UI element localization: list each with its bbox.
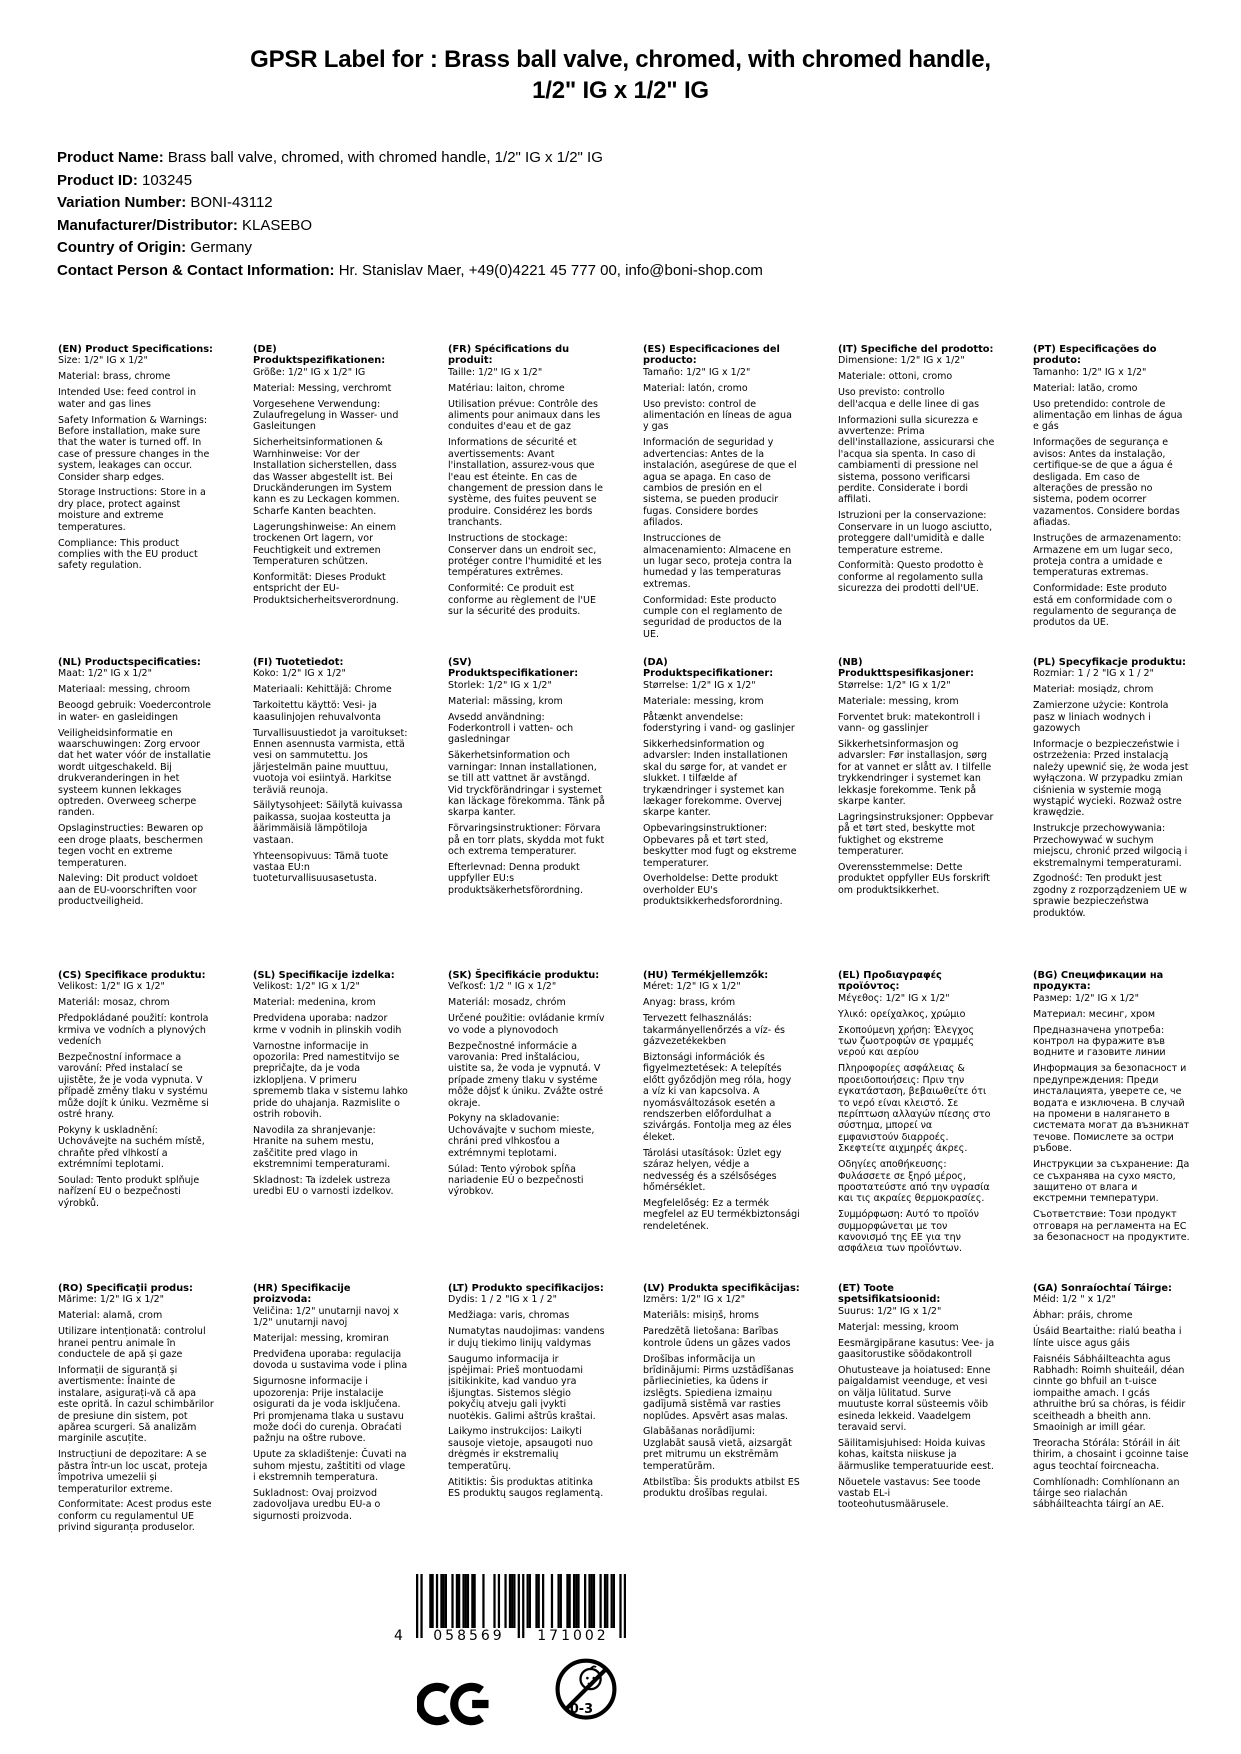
section-paragraph: Predviđena uporaba: regulacija dovoda u sustavima vode i plina (253, 1349, 408, 1372)
section-paragraph: Informações de segurança e avisos: Antes da instalação, certifique-se de que a água é desligada. Em caso de alterações de pressão no sistema, podem ocorrer vazamentos. Considere bordas afiadas. (1033, 437, 1180, 529)
lang-section-da (643, 657, 808, 970)
section-paragraph: Avsedd användning: Foderkontroll i vatten- och gasledningar (448, 711, 574, 746)
section-heading: (FI) Tuotetiedot: (253, 657, 344, 668)
lang-section-en (58, 344, 223, 657)
section-paragraph: Sigurnosne informacije i upozorenja: Prije instalacije osigurati da je voda isključena. Pri promjenama tlaka u sustavu može doći do curenja. Obraćati pažnju na oštre rubove. (253, 1376, 404, 1445)
section-paragraph: Instructions de stockage: Conserver dans un endroit sec, protéger contre l'humidité et les températures extrêmes. (448, 533, 602, 579)
product-info-label: Country of Origin: (57, 239, 191, 256)
section-paragraph: Uso pretendido: controle de alimentação em linhas de água e gás (1033, 398, 1183, 433)
section-paragraph: Konformität: Dieses Produkt entspricht der EU-Produktsicherheitsverordnung. (253, 571, 399, 606)
section-paragraph: Información de seguridad y advertencias: Antes de la instalación, asegúrese de que el agua se apaga. En caso de cambios de presión en el sistema, se pueden producir fugas. Considere bordes afilados. (643, 437, 797, 529)
section-paragraph: Lagringsinstruksjoner: Oppbevar på et tørt sted, beskytte mot fuktighet og ekstreme temperaturer. (838, 811, 994, 858)
section-paragraph: Conformitate: Acest produs este conform cu regulamentul UE privind siguranța produselor. (58, 1499, 212, 1534)
lang-section-sk (448, 970, 613, 1283)
section-paragraph: Tárolási utasítások: Üzlet egy száraz helyen, védje a nedvesség és a szélsőséges hőmérséklet. (643, 1147, 782, 1193)
barcode-digits (392, 1628, 644, 1646)
product-info-row (57, 147, 763, 170)
section-paragraph: Velikost: 1/2" IG x 1/2" (58, 981, 165, 993)
section-paragraph: Yhteensopivuus: Tämä tuote vastaa EU:n tuoteturvallisuusasetusta. (253, 850, 389, 885)
section-paragraph: Materiál: mosadz, chróm (448, 997, 566, 1009)
product-info-row (57, 170, 763, 193)
section-paragraph: Informazioni sulla sicurezza e avvertenze: Prima dell'installazione, assicurarsi che l'acqua sia spenta. In caso di cambiamenti di pressione nel sistema, possono verificarsi perdite. Considerate i bordi affilati. (838, 414, 995, 506)
age-warning-glyph (553, 1652, 619, 1728)
section-paragraph: Overensstemmelse: Dette produktet oppfyller EUs forskrift om produktsikkerhet. (838, 862, 991, 896)
ean-barcode (392, 1574, 644, 1662)
section-paragraph: Instruções de armazenamento: Armazene em um lugar seco, proteja contra a umidade e temperaturas extremas. (1033, 533, 1182, 579)
section-paragraph: Méret: 1/2" IG x 1/2" (643, 981, 741, 993)
section-paragraph: Overholdelse: Dette produkt overholder EU's produktsikkerhedsforordning. (643, 873, 783, 908)
section-heading: (IT) Specifiche del prodotto: (838, 344, 994, 355)
section-paragraph: Tamaño: 1/2" IG x 1/2" (643, 366, 751, 378)
product-info-value: Germany (190, 239, 253, 256)
section-heading: (EN) Product Specifications: (58, 344, 213, 355)
section-paragraph: Materiál: mosaz, chrom (58, 997, 170, 1009)
lang-section-hu (643, 970, 808, 1283)
section-paragraph: Предназначена употреба: контрол на фуражите във водните и газовите линии (1033, 1024, 1166, 1059)
product-info-row (57, 215, 763, 238)
section-paragraph: Faisnéis Sábháilteachta agus Rabhadh: Roimh shuiteáil, déan cinnte go bhfuil an t-uisce iompaithe amach. I gcás athruithe brú sa chóras, is féidir sceitheadh a bheith ann. Smaoinigh ar imill géar. (1033, 1353, 1186, 1433)
section-heading: (LV) Produkta specifikācijas: (643, 1283, 800, 1294)
lang-section-fr (448, 344, 613, 657)
section-paragraph: Materjal: messing, kroom (838, 1321, 959, 1333)
section-paragraph: Velikost: 1/2" IG x 1/2" (253, 981, 360, 993)
section-paragraph: Material: latón, cromo (643, 382, 748, 394)
section-paragraph: Materiale: messing, krom (838, 695, 959, 707)
lang-section-el (838, 970, 1003, 1283)
section-paragraph: Conformità: Questo prodotto è conforme al regolamento sulla sicurezza dei prodotti dell'UE. (838, 560, 984, 595)
section-paragraph: Utilisation prévue: Contrôle des aliments pour animaux dans les conduites d'eau et de gaz (448, 398, 601, 433)
section-paragraph: Intended Use: feed control in water and gas lines (58, 387, 197, 410)
product-info-value: Hr. Stanislav Maer, +49(0)4221 45 777 00, info@boni-shop.com (338, 261, 763, 279)
section-paragraph: Saugumo informacija ir įspėjimai: Prieš montuodami įsitikinkite, kad vanduo yra išjungtas. Sistemos slėgio pokyčių atveju gali įvykti nuotėkis. Galimi aštrūs kraštai. (448, 1353, 596, 1422)
product-info-value: KLASEBO (242, 216, 313, 234)
section-paragraph: Atbilstība: Šis produkts atbilst ES produktu drošības regulai. (643, 1476, 800, 1499)
section-paragraph: Dimensione: 1/2" IG x 1/2" (838, 355, 965, 367)
section-heading: (DA) Produktspecifikationer: (643, 657, 774, 680)
lang-section-et (838, 1283, 1003, 1596)
section-heading: (NB) Produkttspesifikasjoner: (838, 657, 974, 680)
lang-section-ga (1033, 1283, 1198, 1596)
section-paragraph: Säilitamisjuhised: Hoida kuivas kohas, kaitsta niiskuse ja äärmuslike temperatuuride eest. (838, 1437, 994, 1472)
lang-section-de (253, 344, 418, 657)
section-paragraph: Safety Information & Warnings: Before installation, make sure that the water is turned off. In case of pressure changes in the system, leakages can occur. Consider sharp edges. (58, 414, 210, 483)
section-paragraph: Veľkosť: 1/2 " IG x 1/2" (448, 981, 557, 993)
section-paragraph: Forventet bruk: matekontroll i vann- og gasslinjer (838, 711, 981, 735)
section-paragraph: Mărime: 1/2" IG x 1/2" (58, 1294, 165, 1306)
section-paragraph: Υλικό: ορείχαλκος, χρώμιο (838, 1008, 966, 1020)
section-paragraph: Storage Instructions: Store in a dry place, protect against moisture and extreme temperatures. (58, 487, 206, 533)
section-paragraph: Material: brass, chrome (58, 371, 171, 383)
section-heading: (RO) Specificații produs: (58, 1283, 193, 1294)
product-info-label: Product Name: (57, 149, 168, 166)
section-paragraph: Bezpečnostní informace a varování: Před instalací se ujistěte, že je voda vypnuta. V případě změny tlaku v systému může dojít k úniku. Vezměme si ostré hrany. (58, 1051, 209, 1120)
section-paragraph: Säilytysohjeet: Säilytä kuivassa paikassa, suojaa kosteutta ja äärimmäisiä lämpötiloja vastaan. (253, 800, 403, 846)
section-paragraph: Материал: месинг, хром (1033, 1008, 1155, 1020)
page-title-line1: GPSR Label for : Brass ball valve, chromed, with chromed handle, (250, 46, 991, 73)
ce-mark-icon (417, 1676, 493, 1732)
section-paragraph: Material: medenina, krom (253, 997, 376, 1009)
section-paragraph: Инструкции за съхранение: Да се съхранява на сухо място, защитено от влага и екстремни температури. (1033, 1159, 1190, 1205)
section-paragraph: Úsáid Beartaithe: rialú beatha i línte uisce agus gáis (1033, 1326, 1182, 1349)
section-paragraph: Naleving: Dit product voldoet aan de EU-voorschriften voor productveiligheid. (58, 873, 198, 908)
section-paragraph: Bezpečnostné informácie a varovania: Pred inštaláciou, uistite sa, že voda je vypnutá. V prípade zmeny tlaku v systéme môže dôjsť k úniku. Zvážte ostré okraje. (448, 1040, 604, 1109)
barcode-left-digits: 058569 (433, 1628, 505, 1644)
barcode-lead-digit: 4 (394, 1628, 403, 1644)
ce-mark-glyph (417, 1676, 493, 1732)
page-title-line2: 1/2" IG x 1/2" IG (532, 77, 709, 104)
product-info-row (57, 192, 763, 215)
section-heading: (ES) Especificaciones del producto: (643, 344, 780, 367)
section-paragraph: Opslaginstructies: Bewaren op een droge plaats, beschermen tegen vocht en extreme temperaturen. (58, 823, 204, 869)
section-paragraph: Sukladnost: Ovaj proizvod zadovoljava uredbu EU-a o sigurnosti proizvoda. (253, 1488, 381, 1522)
section-paragraph: Συμμόρφωση: Αυτό το προϊόν συμμορφώνεται με τον κανονισμό της ΕΕ για την ασφάλεια των προϊόντων. (838, 1209, 979, 1255)
lang-section-nl (58, 657, 223, 970)
section-paragraph: Méid: 1/2 " x 1/2" (1033, 1294, 1116, 1306)
section-paragraph: Vorgesehene Verwendung: Zulaufregelung in Wasser- und Gasleitungen (253, 398, 399, 433)
section-paragraph: Uso previsto: control de alimentación en líneas de agua y gas (643, 398, 792, 433)
lang-section-sv (448, 657, 613, 970)
lang-section-lt (448, 1283, 613, 1596)
section-paragraph: Utilizare intenționată: controlul hranei pentru animale în conductele de apă și gaze (58, 1326, 206, 1361)
section-paragraph: Informacje o bezpieczeństwie i ostrzeżenia: Przed instalacją należy upewnić się, że woda jest wyłączona. W przypadku zmian ciśnienia w systemie mogą wystąpić wycieki. Rozważ ostre krawędzie. (1033, 738, 1189, 819)
section-paragraph: Förvaringsinstruktioner: Förvara på en torr plats, skydda mot fukt och extrema temperaturer. (448, 823, 605, 858)
section-paragraph: Predvidena uporaba: nadzor krme v vodnih in plinskih vodih (253, 1013, 402, 1036)
section-paragraph: Tamanho: 1/2" IG x 1/2" (1033, 366, 1147, 378)
product-info-row (57, 237, 763, 260)
section-paragraph: Lagerungshinweise: An einem trockenen Ort lagern, vor Feuchtigkeit und extremen Temperaturen schützen. (253, 521, 397, 567)
lang-section-es (643, 344, 808, 657)
lang-section-pt (1033, 344, 1198, 657)
section-paragraph: Storlek: 1/2" IG x 1/2" (448, 679, 552, 691)
section-heading: (SL) Specifikacije izdelka: (253, 970, 395, 981)
section-paragraph: Navodila za shranjevanje: Hranite na suhem mestu, zaščitite pred vlago in ekstremnimi temperaturami. (253, 1124, 391, 1171)
section-paragraph: Uso previsto: controllo dell'acqua e delle linee di gas (838, 387, 980, 410)
section-heading: (FR) Spécifications du produit: (448, 344, 570, 367)
section-paragraph: Informații de siguranță și avertismente: Înainte de instalare, asigurați-vă că apa este oprită. În cazul schimbărilor de presiune din sistem, pot apărea scurgeri. Să analizăm marginile ascuțite. (58, 1364, 214, 1445)
section-paragraph: Compliance: This product complies with the EU product safety regulation. (58, 537, 198, 572)
section-paragraph: Pokyny k uskladnění: Uchovávejte na suchém místě, chraňte před vlhkostí a extrémními teplotami. (58, 1124, 205, 1171)
section-paragraph: Material: Messing, verchromt (253, 382, 392, 394)
section-paragraph: Varnostne informacije in opozorila: Pred namestitvijo se prepričajte, da je voda izklopljena. V primeru sprememb tlaka v sistemu lahko pride do uhajanja. Razmislite o ostrih robovih. (253, 1040, 408, 1120)
section-paragraph: Turvallisuustiedot ja varoitukset: Ennen asennusta varmista, että vesi on sammutettu. Jos järjestelmän paine muuttuu, vuotoja voi esiintyä. Harkitse teräviä reunoja. (253, 727, 408, 796)
section-paragraph: Atitiktis: Šis produktas atitinka ES produktų saugos reglamentą. (448, 1476, 604, 1499)
age-warning-0-3-icon (553, 1652, 619, 1728)
lang-section-hr (253, 1283, 418, 1596)
section-paragraph: Rozmiar: 1 / 2 "IG x 1 / 2" (1033, 668, 1154, 680)
section-heading: (GA) Sonraíochtaí Táirge: (1033, 1283, 1172, 1294)
section-paragraph: Materiale: messing, krom (643, 695, 764, 707)
section-heading: (DE) Produktspezifikationen: (253, 344, 386, 367)
section-paragraph: Veličina: 1/2" unutarnji navoj x 1/2" unutarnji navoj (253, 1305, 399, 1329)
section-paragraph: Veiligheidsinformatie en waarschuwingen: Zorg ervoor dat het water vóór de installatie wordt uitgeschakeld. Bij drukveranderingen in het systeem kunnen lekkages optreden. Overweeg scherpe randen. (58, 727, 211, 819)
section-heading: (LT) Produkto specifikacijos: (448, 1283, 604, 1294)
section-paragraph: Izmērs: 1/2" IG x 1/2" (643, 1294, 746, 1306)
section-heading: (PT) Especificações do produto: (1033, 344, 1157, 367)
section-paragraph: Materiaal: messing, chroom (58, 684, 191, 696)
section-paragraph: Πληροφορίες ασφάλειας & προειδοποιήσεις: Πριν την εγκατάσταση, βεβαιωθείτε ότι το νερό είναι κλειστό. Σε περίπτωση αλλαγών πίεσης στο σύστημα, μπορεί να εμφανιστούν διαρροές. Σκεφτείτε αιχμηρές άκρες. (838, 1063, 991, 1155)
product-info-value: 103245 (142, 171, 193, 189)
section-paragraph: Påtænkt anvendelse: foderstyring i vand- og gaslinjer (643, 711, 795, 735)
lang-section-bg (1033, 970, 1198, 1283)
section-paragraph: Materijal: messing, kromiran (253, 1333, 389, 1345)
page-title (0, 44, 1241, 106)
section-paragraph: Sikkerhetsinformasjon og advarsler: Før installasjon, sørg for at vannet er slått av. I tilfelle trykkendringer i systemet kan lekkasje forekomme. Tenk på skarpe kanter. (838, 738, 992, 807)
section-paragraph: Předpokládané použití: kontrola krmiva ve vodních a plynových vedeních (58, 1013, 209, 1048)
section-paragraph: Conformidade: Este produto está em conformidade com o regulamento de segurança de produtos da UE. (1033, 583, 1177, 629)
section-paragraph: Paredzētā lietošana: Barības kontrole ūdens un gāzes vados (643, 1326, 791, 1349)
section-paragraph: Soulad: Tento produkt splňuje nařízení EU o bezpečnosti výrobků. (58, 1175, 200, 1209)
lang-section-lv (643, 1283, 808, 1596)
section-paragraph: Comhlíonadh: Comhlíonann an táirge seo rialachán sábháilteachta táirgí an AE. (1033, 1476, 1180, 1511)
lang-section-ro (58, 1283, 223, 1596)
section-paragraph: Istruzioni per la conservazione: Conservare in un luogo asciutto, proteggere dall'umidità e dalle temperature estreme. (838, 510, 993, 556)
section-paragraph: Súlad: Tento výrobok spĺňa nariadenie EÚ o bezpečnosti výrobkov. (448, 1163, 584, 1198)
section-paragraph: Drošības informācija un brīdinājumi: Pirms uzstādīšanas pārliecinieties, ka ūdens ir izslēgts. Spiediena izmaiņu gadījumā sistēmā var rasties noplūdes. Apsvērt asas malas. (643, 1353, 794, 1422)
section-paragraph: Nõuetele vastavus: See toode vastab EL-i tooteohutusmäärusele. (838, 1476, 981, 1511)
section-paragraph: Matériau: laiton, chrome (448, 382, 565, 394)
section-paragraph: Upute za skladištenje: Čuvati na suhom mjestu, zaštititi od vlage i ekstremnih temperatura. (253, 1449, 407, 1484)
section-paragraph: Σκοπούμενη χρήση: Έλεγχος των ζωοτροφών σε γραμμές νερού και αερίου (838, 1024, 975, 1059)
section-paragraph: Biztonsági információk és figyelmeztetések: A telepítés előtt győződjön meg róla, hogy a víz ki van kapcsolva. A nyomásváltozások esetén a rendszerben előfordulhat a szivárgás. Fontolja meg az éles éleket. (643, 1051, 792, 1143)
section-paragraph: Ohutusteave ja hoiatused: Enne paigaldamist veenduge, et vesi on välja lülitatud. Surve muutuste korral süsteemis võib esineda lekkeid. Vaadelgem teravaid servi. (838, 1364, 991, 1433)
section-paragraph: Opbevaringsinstruktioner: Opbevares på et tørt sted, beskytter mod fugt og ekstreme temperaturer. (643, 823, 797, 869)
section-paragraph: Megfelelőség: Ez a termék megfelel az EU termékbiztonsági rendeletének. (643, 1197, 800, 1232)
product-info-row (57, 260, 763, 283)
section-paragraph: Anyag: brass, króm (643, 997, 736, 1009)
section-paragraph: Tarkoitettu käyttö: Vesi- ja kaasulinjojen rehuvalvonta (253, 700, 381, 723)
lang-section-it (838, 344, 1003, 657)
lang-section-pl (1033, 657, 1198, 970)
section-paragraph: Μέγεθος: 1/2" IG x 1/2" (838, 992, 950, 1004)
section-paragraph: Informations de sécurité et avertissements: Avant l'installation, assurez-vous que l'eau est éteinte. En cas de changement de pression dans le système, des fuites peuvent se produire. Considérez les bords tranchants. (448, 437, 604, 529)
barcode-right-digits: 171002 (537, 1628, 609, 1644)
section-paragraph: Zamierzone użycie: Kontrola pasz w liniach wodnych i gazowych (1033, 700, 1169, 735)
section-paragraph: Suurus: 1/2" IG x 1/2" (838, 1305, 942, 1317)
section-heading: (SK) Špecifikácie produktu: (448, 970, 600, 981)
section-paragraph: Instrukcje przechowywania: Przechowywać w suchym miejscu, chronić przed wilgocią i ekstremalnymi temperaturami. (1033, 823, 1188, 869)
age-range-label: 0-3 (569, 1701, 594, 1717)
section-paragraph: Taille: 1/2" IG x 1/2" (448, 366, 543, 378)
section-paragraph: Material: latão, cromo (1033, 382, 1138, 394)
lang-section-nb (838, 657, 1003, 970)
section-paragraph: Dydis: 1 / 2 "IG x 1 / 2" (448, 1294, 558, 1306)
section-paragraph: Materiaali: Kehittäjä: Chrome (253, 684, 392, 696)
section-paragraph: Medžiaga: varis, chromas (448, 1310, 570, 1322)
section-paragraph: Pokyny na skladovanie: Uchovávajte v suchom mieste, chráni pred vlhkosťou a extrémnymi teplotami. (448, 1113, 595, 1159)
section-heading: (SV) Produktspecifikationer: (448, 657, 579, 680)
section-paragraph: Glabāšanas norādījumi: Uzglabāt sausā vietā, aizsargāt pret mitrumu un ekstrēmām temperatūrām. (643, 1426, 792, 1472)
section-paragraph: Eesmärgipärane kasutus: Vee- ja gaasitorustike söödakontroll (838, 1337, 995, 1361)
product-info-value: Brass ball valve, chromed, with chromed handle, 1/2" IG x 1/2" IG (167, 149, 603, 166)
section-paragraph: Ábhar: práis, chrome (1033, 1310, 1133, 1322)
section-paragraph: Maat: 1/2" IG x 1/2" (58, 668, 152, 680)
section-heading: (ET) Toote spetsifikatsioonid: (838, 1283, 941, 1306)
product-info-value: BONI-43112 (190, 194, 273, 211)
section-paragraph: Οδηγίες αποθήκευσης: Φυλάσσετε σε ξηρό μέρος, προστατεύστε από την υγρασία και τις ακραίες θερμοκρασίες. (838, 1159, 990, 1205)
section-paragraph: Sicherheitsinformationen & Warnhinweise: Vor der Installation sicherstellen, dass das Wasser abgestellt ist. Bei Druckänderungen im System kann es zu Leckagen kommen. Scharfe Kanten beachten. (253, 437, 400, 517)
section-paragraph: Instrucciones de almacenamiento: Almacene en un lugar seco, proteja contra la humedad y las temperaturas extremas. (643, 533, 792, 590)
section-paragraph: Materiał: mosiądz, chrom (1033, 684, 1154, 696)
section-paragraph: Numatytas naudojimas: vandens ir dujų tiekimo linijų valdymas (448, 1326, 605, 1349)
lang-section-sl (253, 970, 418, 1283)
language-sections-grid (58, 344, 1198, 1596)
section-paragraph: Информация за безопасност и предупреждения: Преди инсталацията, уверете се, че водата е изключена. В случай на промени в налягането в системата могат да възникнат течове. Помислете за остри ръбове. (1033, 1063, 1190, 1155)
product-info-label: Variation Number: (57, 194, 191, 211)
section-paragraph: Tervezett felhasználás: takarmányellenőrzés a víz- és gázvezetékekben (643, 1013, 785, 1048)
section-paragraph: Zgodność: Ten produkt jest zgodny z rozporządzeniem UE w sprawie bezpieczeństwa produktów. (1033, 873, 1187, 919)
section-paragraph: Størrelse: 1/2" IG x 1/2" (838, 679, 951, 691)
section-paragraph: Laikymo instrukcijos: Laikyti sausoje vietoje, apsaugoti nuo drėgmės ir ekstremalių temperatūrų. (448, 1426, 593, 1472)
section-heading: (PL) Specyfikacje produktu: (1033, 657, 1186, 668)
product-info-label: Contact Person & Contact Information: (57, 261, 339, 279)
section-paragraph: Material: alamă, crom (58, 1310, 163, 1322)
section-heading: (EL) Προδιαγραφές προϊόντος: (838, 970, 942, 993)
section-paragraph: Sikkerhedsinformation og advarsler: Inden installationen skal du sørge for, at vandet er slukket. I tilfælde af trykændringer i systemet kan lækager forekomme. Overvej skarpe kanter. (643, 738, 788, 819)
section-paragraph: Instrucțiuni de depozitare: A se păstra într-un loc uscat, proteja împotriva umezelii și temperaturilor extreme. (58, 1449, 208, 1495)
section-paragraph: Съответствие: Този продукт отговаря на регламента на ЕС за безопасност на продуктите. (1033, 1209, 1190, 1244)
product-info-block (57, 147, 763, 282)
lang-section-cs (58, 970, 223, 1283)
section-paragraph: Säkerhetsinformation och varningar: Innan installationen, se till att vattnet är avstängd. Vid tryckförändringar i systemet kan läckage förekomma. Tänk på skarpa kanter. (448, 750, 605, 819)
product-info-label: Product ID: (57, 171, 142, 189)
section-paragraph: Materiāls: misiņš, hroms (643, 1310, 759, 1322)
section-heading: (HR) Specifikacije proizvoda: (253, 1283, 351, 1306)
section-paragraph: Treoracha Stórála: Stóráil in áit thirim, a chosaint i gcoinne taise agus teochtaí foircneacha. (1033, 1437, 1189, 1472)
section-paragraph: Conformité: Ce produit est conforme au règlement de l'UE sur la sécurité des produits. (448, 583, 596, 618)
section-paragraph: Размер: 1/2" IG x 1/2" (1033, 992, 1140, 1004)
section-paragraph: Koko: 1/2" IG x 1/2" (253, 668, 346, 680)
section-paragraph: Größe: 1/2" IG x 1/2" IG (253, 366, 366, 378)
section-heading: (BG) Спецификации на продукта: (1033, 970, 1164, 993)
section-heading: (CS) Specifikace produktu: (58, 970, 206, 981)
section-heading: (HU) Termékjellemzők: (643, 970, 769, 981)
lang-section-fi (253, 657, 418, 970)
section-paragraph: Skladnost: Ta izdelek ustreza uredbi EU o varnosti izdelkov. (253, 1175, 394, 1198)
section-paragraph: Size: 1/2" IG x 1/2" (58, 355, 148, 367)
section-paragraph: Určené použitie: ovládanie krmív vo vode a plynovodoch (448, 1013, 605, 1036)
section-paragraph: Materiale: ottoni, cromo (838, 371, 953, 383)
section-paragraph: Material: mässing, krom (448, 695, 563, 707)
product-info-label: Manufacturer/Distributor: (57, 216, 243, 234)
section-heading: (NL) Productspecificaties: (58, 657, 201, 668)
section-paragraph: Efterlevnad: Denna produkt uppfyller EU:s produktsäkerhetsförordning. (448, 862, 584, 896)
section-paragraph: Størrelse: 1/2" IG x 1/2" (643, 679, 756, 691)
section-paragraph: Conformidad: Este producto cumple con el reglamento de seguridad de productos de la UE. (643, 594, 783, 640)
section-paragraph: Beoogd gebruik: Voedercontrole in water- en gasleidingen (58, 700, 212, 723)
